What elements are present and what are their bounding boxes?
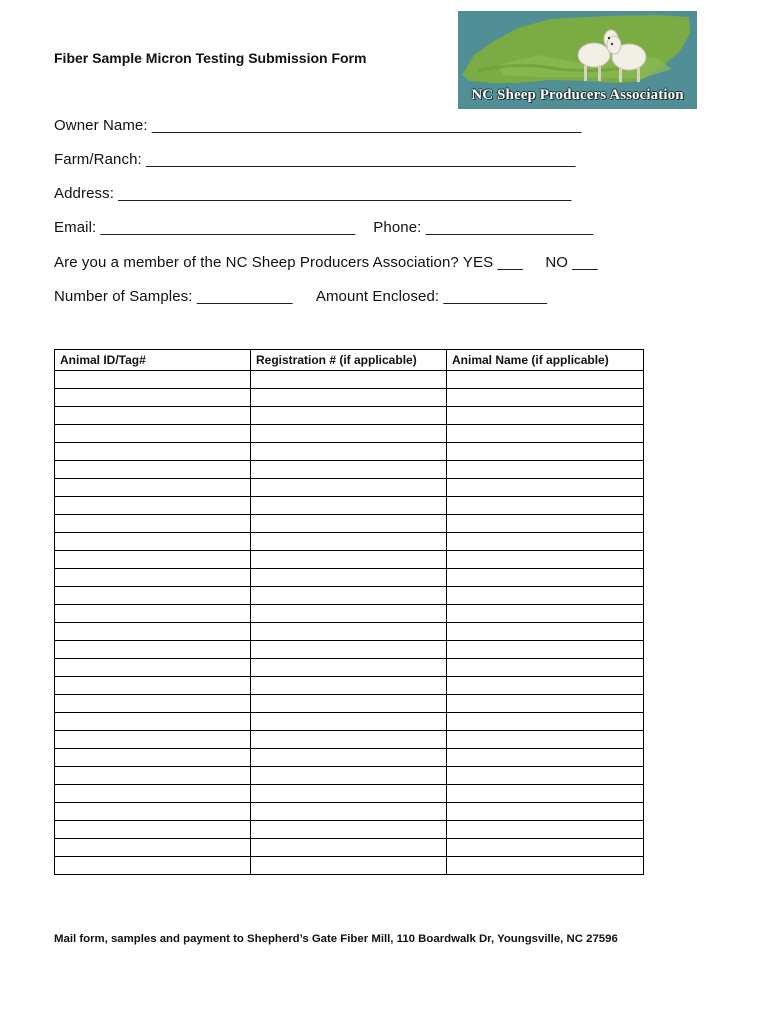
table-cell[interactable] — [447, 767, 644, 785]
table-cell[interactable] — [447, 623, 644, 641]
table-row — [55, 407, 644, 425]
table-row — [55, 659, 644, 677]
table-cell[interactable] — [251, 659, 447, 677]
table-cell[interactable] — [447, 839, 644, 857]
table-cell[interactable] — [447, 425, 644, 443]
email-blank[interactable]: ________________________________ — [100, 219, 355, 236]
table-cell[interactable] — [55, 731, 251, 749]
table-cell[interactable] — [251, 767, 447, 785]
table-cell[interactable] — [447, 461, 644, 479]
farm-ranch-blank[interactable]: ______________________________________________________ — [146, 151, 575, 168]
amount-blank[interactable]: _____________ — [443, 288, 547, 305]
table-cell[interactable] — [55, 443, 251, 461]
table-cell[interactable] — [55, 461, 251, 479]
table-cell[interactable] — [55, 785, 251, 803]
table-row — [55, 641, 644, 659]
table-row — [55, 767, 644, 785]
table-cell[interactable] — [251, 677, 447, 695]
table-cell[interactable] — [55, 371, 251, 389]
samples-amount-line — [54, 288, 547, 305]
table-cell[interactable] — [55, 857, 251, 875]
table-cell[interactable] — [251, 443, 447, 461]
table-cell[interactable] — [55, 533, 251, 551]
mailing-instructions: Mail form, samples and payment to Shepherd’s Gate Fiber Mill, 110 Boardwalk Dr, Youngsville, NC 27596 — [54, 933, 618, 945]
table-row — [55, 371, 644, 389]
table-cell[interactable] — [447, 749, 644, 767]
table-cell[interactable] — [251, 569, 447, 587]
table-cell[interactable] — [55, 677, 251, 695]
table-cell[interactable] — [251, 605, 447, 623]
table-row — [55, 587, 644, 605]
phone-blank[interactable]: _____________________ — [425, 219, 593, 236]
table-cell[interactable] — [447, 515, 644, 533]
table-cell[interactable] — [55, 749, 251, 767]
table-header-row — [55, 350, 644, 371]
header-animal-name: Animal Name (if applicable) — [447, 350, 644, 371]
table-cell[interactable] — [55, 569, 251, 587]
farm-ranch-field — [54, 151, 575, 168]
table-cell[interactable] — [251, 821, 447, 839]
table-cell[interactable] — [55, 407, 251, 425]
samples-table — [54, 349, 644, 875]
table-cell[interactable] — [251, 389, 447, 407]
table-row — [55, 605, 644, 623]
table-cell[interactable] — [251, 839, 447, 857]
table-cell[interactable] — [447, 677, 644, 695]
table-row — [55, 713, 644, 731]
table-cell[interactable] — [251, 749, 447, 767]
table-row — [55, 731, 644, 749]
table-cell[interactable] — [251, 587, 447, 605]
table-cell[interactable] — [55, 641, 251, 659]
header-animal-id: Animal ID/Tag# — [55, 350, 251, 371]
table-cell[interactable] — [251, 497, 447, 515]
table-cell[interactable] — [55, 713, 251, 731]
owner-name-blank[interactable]: ______________________________________________________ — [151, 117, 581, 134]
table-cell[interactable] — [55, 767, 251, 785]
table-row — [55, 389, 644, 407]
email-phone-line — [54, 219, 593, 236]
table-row — [55, 839, 644, 857]
table-cell[interactable] — [251, 695, 447, 713]
owner-name-label: Owner Name: — [54, 117, 148, 134]
table-cell[interactable] — [55, 551, 251, 569]
owner-name-field — [54, 117, 581, 134]
table-cell[interactable] — [55, 605, 251, 623]
table-row — [55, 785, 644, 803]
table-cell[interactable] — [447, 443, 644, 461]
table-cell[interactable] — [55, 839, 251, 857]
table-cell[interactable] — [251, 857, 447, 875]
table-row — [55, 749, 644, 767]
farm-ranch-label: Farm/Ranch: — [54, 151, 142, 168]
membership-question — [54, 254, 598, 271]
table-cell[interactable] — [55, 623, 251, 641]
table-cell[interactable] — [251, 803, 447, 821]
table-cell[interactable] — [251, 641, 447, 659]
table-cell[interactable] — [251, 731, 447, 749]
table-row — [55, 443, 644, 461]
address-label: Address: — [54, 185, 114, 202]
table-row — [55, 515, 644, 533]
table-cell[interactable] — [447, 695, 644, 713]
table-cell[interactable] — [55, 497, 251, 515]
table-cell[interactable] — [251, 461, 447, 479]
association-logo — [458, 11, 697, 109]
table-cell[interactable] — [447, 659, 644, 677]
table-cell[interactable] — [251, 551, 447, 569]
samples-blank[interactable]: ____________ — [196, 288, 293, 305]
table-cell[interactable] — [447, 479, 644, 497]
logo-text: NC Sheep Producers Association — [471, 87, 684, 103]
table-cell[interactable] — [55, 515, 251, 533]
address-field — [54, 185, 571, 202]
table-row — [55, 425, 644, 443]
table-cell[interactable] — [251, 785, 447, 803]
table-cell[interactable] — [251, 533, 447, 551]
table-cell[interactable] — [447, 371, 644, 389]
table-cell[interactable] — [251, 371, 447, 389]
table-cell[interactable] — [251, 515, 447, 533]
amount-label: Amount Enclosed: — [315, 288, 440, 305]
table-row — [55, 551, 644, 569]
table-row — [55, 497, 644, 515]
phone-label: Phone: — [373, 219, 422, 236]
table-row — [55, 695, 644, 713]
table-body — [55, 371, 644, 875]
table-row — [55, 857, 644, 875]
table-cell[interactable] — [447, 569, 644, 587]
table-cell[interactable] — [55, 695, 251, 713]
membership-yes-text[interactable]: Are you a member of the NC Sheep Producers Association? YES ___ — [54, 254, 523, 271]
table-cell[interactable] — [55, 425, 251, 443]
table-cell[interactable] — [447, 389, 644, 407]
table-row — [55, 821, 644, 839]
table-cell[interactable] — [55, 821, 251, 839]
table-cell[interactable] — [447, 713, 644, 731]
table-row — [55, 533, 644, 551]
table-row — [55, 569, 644, 587]
table-row — [55, 461, 644, 479]
table-cell[interactable] — [447, 821, 644, 839]
table-cell[interactable] — [55, 803, 251, 821]
table-cell[interactable] — [55, 479, 251, 497]
address-blank[interactable]: _________________________________________________________ — [118, 185, 571, 202]
page-title: Fiber Sample Micron Testing Submission Form — [54, 50, 367, 66]
table-row — [55, 803, 644, 821]
table-cell[interactable] — [447, 407, 644, 425]
table-cell[interactable] — [447, 551, 644, 569]
table-cell[interactable] — [447, 497, 644, 515]
table-cell[interactable] — [447, 857, 644, 875]
table-cell[interactable] — [251, 425, 447, 443]
samples-label: Number of Samples: — [54, 288, 193, 305]
table-row — [55, 677, 644, 695]
membership-no-text[interactable]: NO ___ — [545, 254, 598, 271]
table-cell[interactable] — [251, 479, 447, 497]
table-row — [55, 479, 644, 497]
table-cell[interactable] — [55, 659, 251, 677]
table-row — [55, 623, 644, 641]
table-cell[interactable] — [251, 623, 447, 641]
table-cell[interactable] — [251, 713, 447, 731]
table-cell[interactable] — [55, 587, 251, 605]
table-cell[interactable] — [447, 533, 644, 551]
email-label: Email: — [54, 219, 97, 236]
header-registration: Registration # (if applicable) — [251, 350, 447, 371]
table-cell[interactable] — [447, 785, 644, 803]
table-cell[interactable] — [447, 731, 644, 749]
table-cell[interactable] — [447, 803, 644, 821]
table-cell[interactable] — [447, 641, 644, 659]
table-cell[interactable] — [55, 389, 251, 407]
table-cell[interactable] — [447, 605, 644, 623]
table-cell[interactable] — [447, 587, 644, 605]
table-cell[interactable] — [251, 407, 447, 425]
